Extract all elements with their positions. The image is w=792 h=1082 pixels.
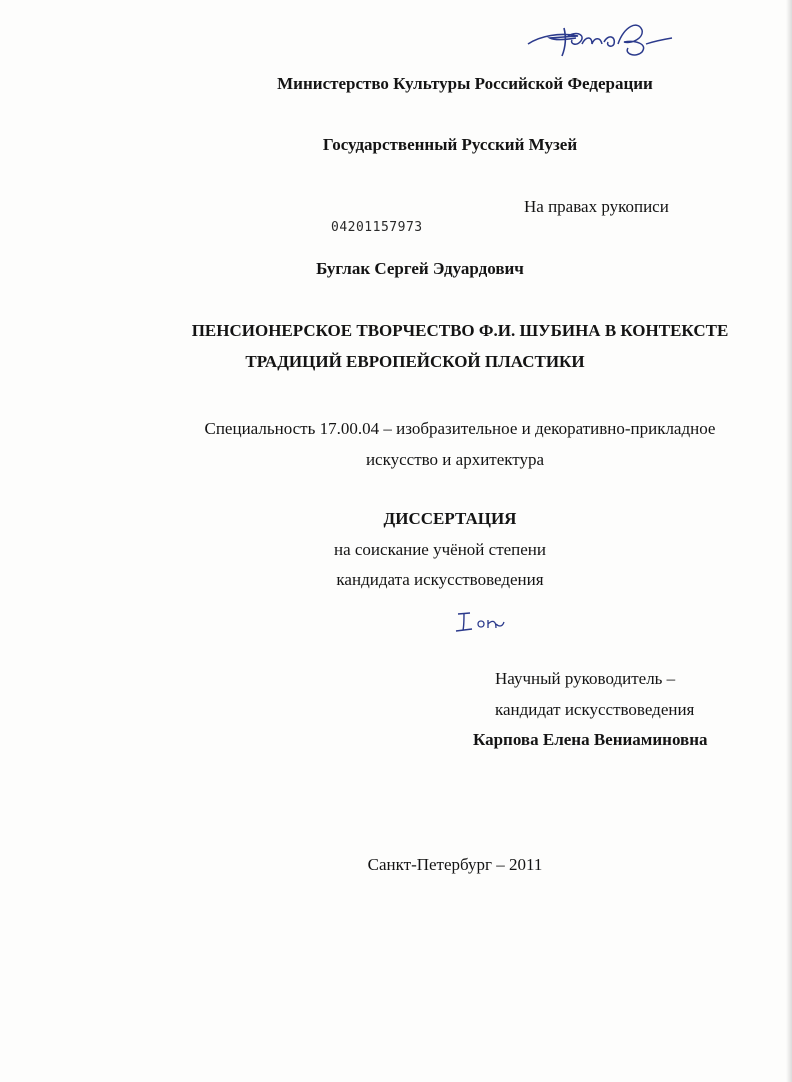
catalog-number-stamp: 04201157973: [331, 220, 423, 235]
manuscript-note: На правах рукописи: [524, 197, 669, 216]
handwritten-signature: [520, 14, 680, 66]
document-type: ДИССЕРТАЦИЯ: [383, 509, 517, 528]
city-year: Санкт-Петербург – 2011: [367, 855, 543, 874]
page-edge-shadow: [786, 0, 792, 1082]
ministry-heading: Министерство Культуры Российской Федерации: [277, 74, 653, 93]
advisor-label: Научный руководитель –: [495, 669, 676, 688]
degree-line1: на соискание учёной степени: [333, 540, 547, 559]
advisor-degree: кандидат искусствоведения: [495, 700, 695, 719]
dissertation-title-line2: ТРАДИЦИЙ ЕВРОПЕЙСКОЙ ПЛАСТИКИ: [245, 352, 585, 371]
degree-line2: кандидата искусствоведения: [336, 570, 544, 589]
dissertation-title-line1: ПЕНСИОНЕРСКОЕ ТВОРЧЕСТВО Ф.И. ШУБИНА В КОНТЕКСТЕ: [191, 321, 729, 340]
advisor-name: Карпова Елена Вениаминовна: [473, 730, 708, 749]
museum-heading: Государственный Русский Музей: [322, 135, 578, 154]
author-name: Буглак Сергей Эдуардович: [316, 259, 524, 278]
specialty-line1: Специальность 17.00.04 – изобразительное и декоративно-прикладное: [204, 419, 716, 438]
specialty-line2: искусство и архитектура: [365, 450, 545, 469]
handwritten-initials: [452, 610, 512, 634]
